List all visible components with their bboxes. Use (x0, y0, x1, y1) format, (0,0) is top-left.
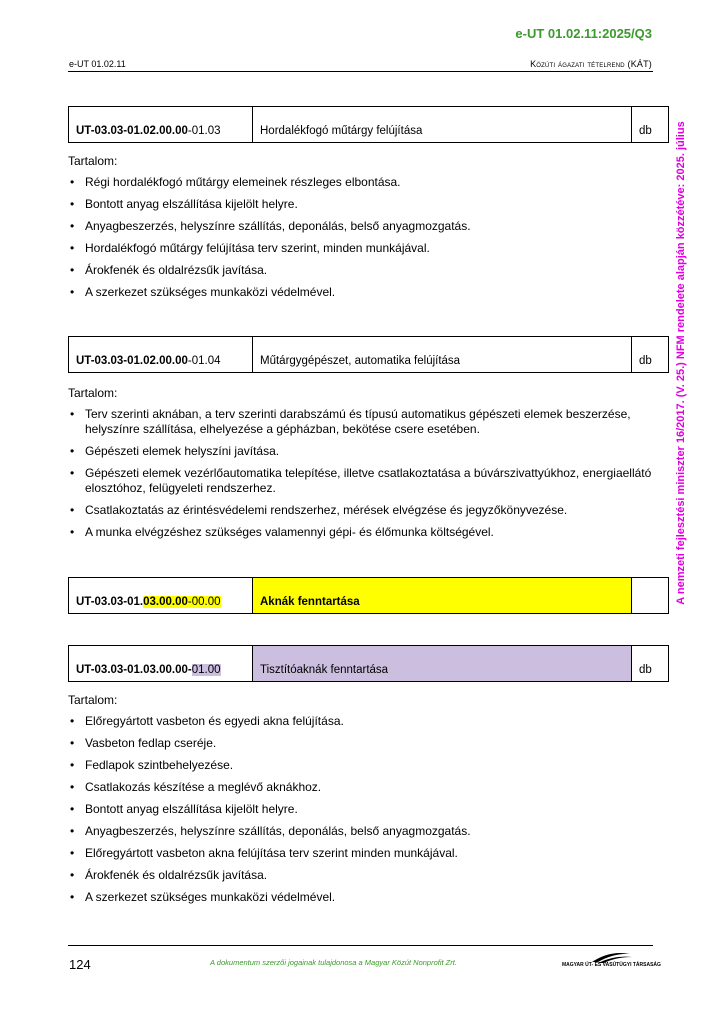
item-code-cell (69, 646, 253, 682)
content-list (68, 175, 658, 300)
list-item: • Árokfenék és oldalrézsűk javítása. (70, 263, 268, 277)
item-title-cell: Műtárgygépészet, automatika felújítása (253, 337, 632, 373)
list-item: • Fedlapok szintbehelyezése. (70, 758, 234, 772)
item-code-highlight: 03.00.00 (143, 596, 188, 608)
item-title-cell: Tisztítóaknák fenntartása (253, 646, 632, 682)
list-item: • Csatlakozás készítése a meglévő aknákhoz. (70, 780, 322, 794)
list-item: • Vasbeton fedlap cseréje. (70, 736, 217, 750)
list-item: • Bontott anyag elszállítása kijelölt helyre. (70, 802, 298, 816)
item-code-cell (69, 578, 253, 614)
list-item: • Előregyártott vasbeton akna felújítása terv szerint minden munkájával. (70, 846, 458, 860)
item-code-main: UT-03.03-01.02.00.00 (76, 355, 188, 367)
item-code-suffix: -01.03 (187, 125, 221, 137)
item-code-cell (69, 337, 253, 373)
item-title-cell: Hordalékfogó műtárgy felújítása (253, 107, 632, 143)
list-item: • A munka elvégzéshez szükséges valamennyi gépi- és élőmunka költségével. (70, 525, 494, 539)
footer-divider (68, 945, 653, 946)
content-label: Tartalom: (68, 386, 118, 400)
list-item: • Anyagbeszerzés, helyszínre szállítás, deponálás, belső anyagmozgatás. (70, 824, 471, 838)
content-section (68, 385, 658, 547)
header-divider (68, 71, 653, 72)
item-unit-cell: db (632, 646, 669, 682)
item-code-table (68, 577, 669, 614)
list-item: • Árokfenék és oldalrézsűk javítása. (70, 868, 268, 882)
header-right: Közúti ágazati tételrend (KÁT) (530, 59, 652, 69)
content-section (68, 692, 658, 912)
logo-text: MAGYAR ÚT- ÉS VASÚTÜGYI TÁRSASÁG (562, 962, 661, 968)
content-list (68, 407, 658, 540)
page-number: 124 (69, 957, 91, 972)
item-unit-cell: db (632, 107, 669, 143)
document-id: e-UT 01.02.11:2025/Q3 (515, 26, 652, 41)
item-code-cell (69, 107, 253, 143)
item-code-main: UT-03.03-01.02.00.00 (76, 125, 188, 137)
table-row (69, 646, 669, 682)
list-item: • Előregyártott vasbeton és egyedi akna felújítása. (70, 714, 344, 728)
item-code-suffix: -00.00 (187, 596, 221, 608)
side-note-text: A nemzeti fejlesztési miniszter 16/2017. (V. 25.) NFM rendelete alapján közzétéve: 2025. július (675, 121, 687, 605)
content-list (68, 714, 658, 905)
list-item: • Régi hordalékfogó műtárgy elemeinek részleges elbontása. (70, 175, 401, 189)
header-left: e-UT 01.02.11 (69, 59, 126, 69)
item-code-main: UT-03.03-01.03.00.00- (76, 664, 192, 676)
side-note (670, 96, 692, 630)
item-code-suffix: -01.04 (187, 355, 221, 367)
item-unit-cell (632, 578, 669, 614)
table-row (69, 107, 669, 143)
item-code-suffix: 01.00 (191, 664, 221, 676)
table-row (69, 337, 669, 373)
item-code-table (68, 336, 669, 373)
list-item: • Terv szerinti aknában, a terv szerinti darabszámú és típusú automatikus gépészeti elemek beszerzése, helyszínre szállítása, elhelyezése a gépházban, bekötése csere esetében. (70, 407, 631, 436)
item-title-cell: Aknák fenntartása (253, 578, 632, 614)
content-label: Tartalom: (68, 693, 118, 707)
content-label: Tartalom: (68, 154, 118, 168)
list-item: • A szerkezet szükséges munkaközi védelmével. (70, 890, 336, 904)
list-item: • Gépészeti elemek helyszíni javítása. (70, 444, 280, 458)
copyright-note: A dokumentum szerzői jogainak tulajdonosa a Magyar Közút Nonprofit Zrt. (210, 958, 457, 967)
item-code-table (68, 645, 669, 682)
list-item: • Csatlakoztatás az érintésvédelemi rendszerhez, mérések elvégzése és jegyzőkönyvezése. (70, 503, 568, 517)
item-unit-cell: db (632, 337, 669, 373)
list-item: • Anyagbeszerzés, helyszínre szállítás, deponálás, belső anyagmozgatás. (70, 219, 471, 233)
table-row (69, 578, 669, 614)
item-code-main: UT-03.03-01. (76, 596, 144, 608)
list-item: • Bontott anyag elszállítása kijelölt helyre. (70, 197, 298, 211)
content-section (68, 153, 658, 307)
list-item: • Hordalékfogó műtárgy felújítása terv szerint, minden munkájával. (70, 241, 430, 255)
item-code-table (68, 106, 669, 143)
list-item: • Gépészeti elemek vezérlőautomatika telepítése, illetve csatlakoztatása a búvárszivattyúkhoz, energiaellátó elosztóhoz, felügyeleti rendszerhez. (70, 466, 652, 495)
list-item: • A szerkezet szükséges munkaközi védelmével. (70, 285, 336, 299)
